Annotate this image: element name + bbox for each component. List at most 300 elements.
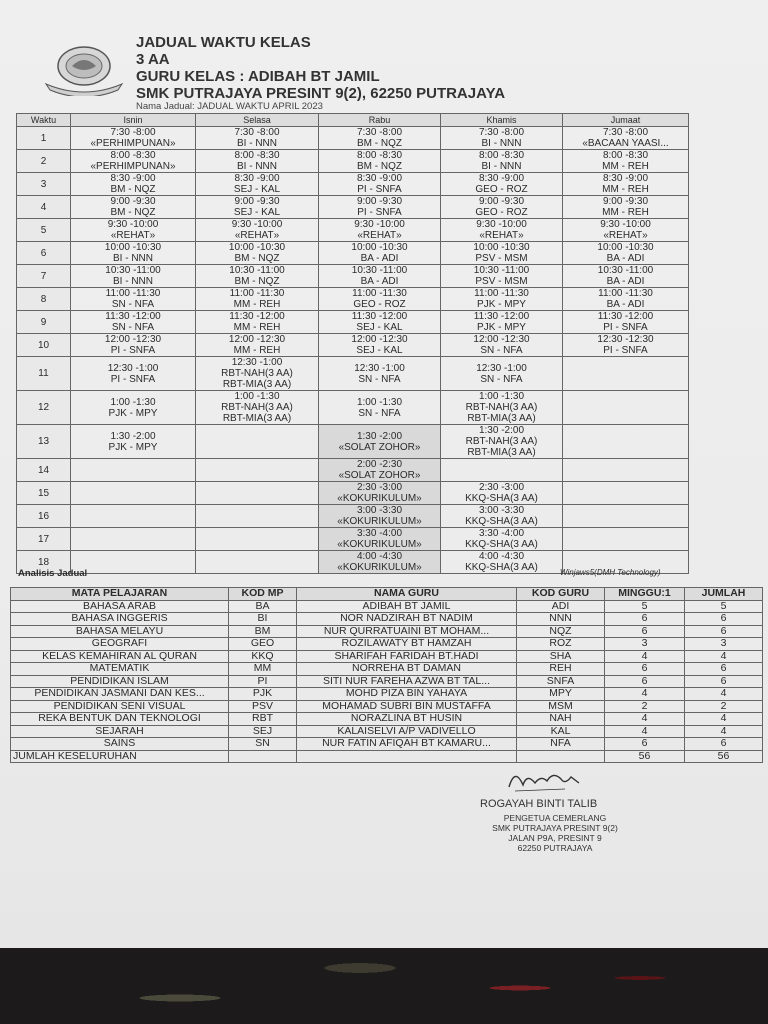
summary-cell: 4 [605, 688, 685, 701]
slot-time: 8:00 -8:30 [234, 150, 280, 161]
slot-subject: SEJ - KAL [356, 322, 403, 333]
summary-cell: 5 [605, 600, 685, 613]
slot-subject: SEJ - KAL [356, 345, 403, 356]
summary-cell: 56 [605, 750, 685, 763]
stamp-street: JALAN P9A, PRESINT 9 [508, 833, 602, 843]
slot-time: 12:00 -12:30 [351, 334, 408, 345]
period-number: 3 [17, 173, 71, 196]
period-number: 16 [17, 505, 71, 528]
summary-cell: PI [229, 675, 297, 688]
slot-subject: RBT-MIA(3 AA) [467, 447, 536, 458]
slot-subject: «REHAT» [603, 230, 648, 241]
period-number: 6 [17, 242, 71, 265]
slot-time: 8:30 -9:00 [602, 173, 649, 184]
slot-time: 4:00 -4:30 [478, 551, 525, 562]
slot-subject: RBT-MIA(3 AA) [222, 379, 292, 390]
summary-cell: PJK [229, 688, 297, 701]
subject-summary-table [10, 587, 763, 763]
timetable-slot [319, 127, 441, 150]
timetable-slot [441, 288, 563, 311]
timetable-slot [196, 551, 319, 574]
timetable-header-cell: Jumaat [563, 114, 689, 127]
summary-row [11, 600, 763, 613]
slot-subject: BM - NQZ [110, 207, 156, 218]
timetable-slot [71, 505, 196, 528]
timetable-row [17, 528, 689, 551]
slot-time: 1:00 -1:30 [478, 391, 525, 402]
summary-row [11, 675, 763, 688]
timetable-slot [563, 150, 689, 173]
slot-time: 1:00 -1:30 [110, 396, 156, 408]
timetable-slot [563, 173, 689, 196]
timetable-row [17, 127, 689, 150]
summary-cell: 6 [685, 738, 763, 751]
timetable-slot [563, 265, 689, 288]
slot-subject: «SOLAT ZOHOR» [338, 441, 421, 453]
period-number: 12 [17, 391, 71, 425]
slot-time: 12:00 -12:30 [473, 334, 530, 345]
timetable-slot [196, 311, 319, 334]
summary-cell: ROZ [517, 638, 605, 651]
timetable-row [17, 150, 689, 173]
timetable-row [17, 425, 689, 459]
timetable-slot [196, 357, 319, 391]
summary-cell: KELAS KEMAHIRAN AL QURAN [11, 650, 229, 663]
summary-cell: NORAZLINA BT HUSIN [297, 713, 517, 726]
slot-time: 12:30 -1:00 [476, 362, 527, 374]
slot-subject: BI - NNN [481, 161, 522, 172]
timetable-slot [196, 150, 319, 173]
slot-time: 7:30 -8:00 [110, 127, 156, 138]
timetable-slot [319, 173, 441, 196]
timetable-slot [563, 242, 689, 265]
timetable-row [17, 459, 689, 482]
period-number: 7 [17, 265, 71, 288]
timetable-slot [441, 357, 563, 391]
period-number: 4 [17, 196, 71, 219]
summary-cell: MSM [517, 700, 605, 713]
summary-row [11, 638, 763, 651]
timetable-slot [319, 242, 441, 265]
slot-time: 8:30 -9:00 [478, 173, 525, 184]
principal-title: PENGETUA CEMERLANG [503, 813, 607, 823]
class-name: 3 AA [136, 51, 170, 68]
slot-time: 3:30 -4:00 [478, 528, 525, 539]
timetable-slot [441, 334, 563, 357]
slot-subject: BI - NNN [237, 161, 277, 172]
timetable-slot [196, 219, 319, 242]
summary-cell: NFA [517, 738, 605, 751]
summary-cell: 2 [605, 700, 685, 713]
slot-time: 2:30 -3:00 [478, 482, 525, 493]
slot-time: 9:00 -9:30 [356, 196, 403, 207]
summary-cell: NNN [517, 613, 605, 626]
period-number: 1 [17, 127, 71, 150]
summary-cell: 6 [685, 675, 763, 688]
summary-cell: NUR QURRATUAINI BT MOHAM... [297, 625, 517, 638]
summary-row [11, 663, 763, 676]
slot-time: 11:00 -11:30 [474, 288, 529, 299]
summary-cell: 6 [685, 613, 763, 626]
timetable-slot [71, 551, 196, 574]
timetable-slot [319, 219, 441, 242]
slot-time: 11:30 -12:00 [351, 311, 408, 322]
summary-cell: 4 [685, 725, 763, 738]
summary-cell: 4 [685, 688, 763, 701]
summary-cell: 4 [605, 650, 685, 663]
timetable-slot [441, 425, 563, 459]
summary-cell: KAL [517, 725, 605, 738]
slot-subject: «SOLAT ZOHOR» [338, 470, 421, 481]
timetable-slot [441, 265, 563, 288]
summary-cell: NAH [517, 713, 605, 726]
slot-time: 7:30 -8:00 [356, 127, 403, 138]
slot-subject: MM - REH [602, 161, 649, 172]
timetable-slot [441, 150, 563, 173]
timetable-slot [71, 391, 196, 425]
slot-subject: BI - NNN [113, 253, 153, 264]
document-title: JADUAL WAKTU KELAS [136, 34, 311, 51]
timetable-slot [441, 505, 563, 528]
slot-subject: RBT-MIA(3 AA) [222, 413, 292, 424]
summary-cell: 4 [605, 725, 685, 738]
slot-subject: «BACAAN YAASI... [582, 138, 669, 149]
handwritten-signature [505, 765, 585, 795]
slot-subject: SN - NFA [111, 322, 155, 333]
slot-time: 10:00 -10:30 [473, 242, 530, 253]
timetable-row [17, 196, 689, 219]
summary-row [11, 688, 763, 701]
timetable-slot [563, 288, 689, 311]
slot-time: 11:30 -12:00 [597, 311, 654, 322]
timetable-row [17, 391, 689, 425]
timetable-row [17, 482, 689, 505]
timetable-row [17, 265, 689, 288]
summary-cell: PENDIDIKAN ISLAM [11, 675, 229, 688]
slot-subject: PJK - MPY [477, 299, 526, 310]
slot-subject: BA - ADI [360, 253, 399, 264]
timetable-slot [441, 459, 563, 482]
slot-time: 10:30 -11:00 [473, 265, 530, 276]
slot-time: 8:00 -8:30 [110, 150, 156, 161]
summary-cell: GEO [229, 638, 297, 651]
slot-subject: GEO - ROZ [353, 299, 406, 310]
timetable-slot [563, 505, 689, 528]
timetable-row [17, 219, 689, 242]
summary-cell: PSV [229, 700, 297, 713]
slot-subject: SEJ - KAL [233, 184, 281, 195]
summary-header-cell: JUMLAH [685, 588, 763, 601]
slot-time: 1:30 -2:00 [478, 425, 525, 436]
summary-cell: 4 [605, 713, 685, 726]
timetable-slot [71, 150, 196, 173]
slot-time: 12:30 -1:00 [107, 362, 159, 374]
stamp-school: SMK PUTRAJAYA PRESINT 9(2) [492, 823, 618, 833]
summary-cell: 3 [605, 638, 685, 651]
timetable-slot [563, 196, 689, 219]
timetable-slot [71, 127, 196, 150]
summary-cell: 5 [685, 600, 763, 613]
slot-subject: PJK - MPY [477, 322, 526, 333]
summary-cell: KALAISELVI A/P VADIVELLO [297, 725, 517, 738]
slot-subject: KKQ-SHA(3 AA) [465, 562, 538, 573]
timetable-slot [196, 482, 319, 505]
summary-cell [517, 750, 605, 763]
slot-subject: BM - NQZ [110, 184, 156, 195]
slot-time: 8:00 -8:30 [602, 150, 649, 161]
summary-header-cell: NAMA GURU [297, 588, 517, 601]
timetable-slot [71, 196, 196, 219]
timetable-slot [319, 482, 441, 505]
slot-subject: RBT-NAH(3 AA) [465, 436, 538, 447]
slot-time: 1:30 -2:00 [110, 430, 156, 442]
slot-time: 10:30 -11:00 [229, 265, 285, 276]
timetable-slot [196, 459, 319, 482]
timetable-slot [196, 334, 319, 357]
timetable-slot [196, 288, 319, 311]
summary-cell: 56 [685, 750, 763, 763]
slot-subject: «REHAT» [479, 230, 524, 241]
timetable-slot [196, 265, 319, 288]
summary-cell: SNFA [517, 675, 605, 688]
timetable-slot [196, 196, 319, 219]
timetable-slot [71, 357, 196, 391]
summary-cell: 6 [605, 675, 685, 688]
slot-time: 9:00 -9:30 [234, 196, 280, 207]
timetable-slot [441, 196, 563, 219]
summary-row [11, 738, 763, 751]
summary-cell: 6 [685, 663, 763, 676]
slot-subject: BM - NQZ [357, 138, 402, 149]
slot-subject: PI - SNFA [357, 184, 402, 195]
summary-row [11, 650, 763, 663]
summary-row [11, 750, 763, 763]
slot-time: 3:00 -3:30 [478, 505, 525, 516]
slot-time: 7:30 -8:00 [478, 127, 525, 138]
timetable-slot [319, 265, 441, 288]
summary-cell: 4 [685, 713, 763, 726]
summary-cell: 2 [685, 700, 763, 713]
timetable-slot [319, 391, 441, 425]
period-number: 9 [17, 311, 71, 334]
slot-time: 3:00 -3:30 [356, 505, 403, 516]
slot-time: 12:00 -12:30 [228, 334, 286, 345]
summary-header-cell: KOD MP [229, 588, 297, 601]
timetable-header-cell: Isnin [71, 114, 196, 127]
summary-header-cell: MATA PELAJARAN [11, 588, 229, 601]
summary-cell: MOHAMAD SUBRI BIN MUSTAFFA [297, 700, 517, 713]
timetable-slot [71, 265, 196, 288]
timetable-slot [563, 357, 689, 391]
timetable-slot [196, 391, 319, 425]
slot-subject: «KOKURIKULUM» [337, 516, 422, 527]
slot-subject: RBT-NAH(3 AA) [221, 368, 293, 379]
summary-cell: MM [229, 663, 297, 676]
slot-time: 10:00 -10:30 [351, 242, 408, 253]
summary-cell: 6 [605, 738, 685, 751]
analysis-label: Analisis Jadual [18, 568, 88, 579]
timetable-slot [319, 357, 441, 391]
timetable-header-cell: Khamis [441, 114, 563, 127]
summary-cell: PENDIDIKAN SENI VISUAL [11, 700, 229, 713]
slot-subject: «PERHIMPUNAN» [90, 138, 176, 149]
summary-cell: SITI NUR FAREHA AZWA BT TAL... [297, 675, 517, 688]
slot-subject: «REHAT» [110, 230, 156, 241]
summary-row [11, 613, 763, 626]
summary-cell: REH [517, 663, 605, 676]
slot-subject: PI - SNFA [603, 322, 648, 333]
slot-subject: RBT-NAH(3 AA) [221, 402, 293, 413]
slot-subject: BI - NNN [237, 138, 277, 149]
slot-subject: «REHAT» [234, 230, 280, 241]
slot-subject: «KOKURIKULUM» [337, 493, 422, 504]
summary-cell: MOHD PIZA BIN YAHAYA [297, 688, 517, 701]
timetable-slot [319, 425, 441, 459]
slot-time: 2:30 -3:00 [356, 482, 403, 493]
school-crest-logo [42, 44, 126, 96]
slot-time: 9:30 -10:00 [107, 219, 159, 230]
slot-time: 9:30 -10:00 [600, 219, 651, 230]
timetable-slot [563, 391, 689, 425]
timetable-slot [563, 334, 689, 357]
timetable-slot [563, 482, 689, 505]
timetable-slot [441, 391, 563, 425]
summary-cell: JUMLAH KESELURUHAN [11, 750, 229, 763]
slot-time: 9:00 -9:30 [478, 196, 525, 207]
slot-subject: BM - NQZ [234, 253, 280, 264]
slot-time: 1:30 -2:00 [356, 430, 403, 442]
period-number: 15 [17, 482, 71, 505]
slot-subject: BA - ADI [606, 253, 645, 264]
timetable-slot [71, 242, 196, 265]
timetable-slot [319, 311, 441, 334]
timetable-slot [441, 528, 563, 551]
timetable-slot [563, 311, 689, 334]
slot-subject: PJK - MPY [108, 407, 158, 419]
slot-time: 9:30 -10:00 [354, 219, 405, 230]
timetable-slot [319, 196, 441, 219]
slot-subject: RBT-NAH(3 AA) [465, 402, 538, 413]
summary-cell: SAINS [11, 738, 229, 751]
timetable-header-cell: Rabu [319, 114, 441, 127]
summary-row [11, 625, 763, 638]
slot-subject: BI - NNN [481, 138, 522, 149]
slot-subject: MM - REH [602, 207, 649, 218]
timetable-header-cell: Selasa [196, 114, 319, 127]
period-number: 11 [17, 357, 71, 391]
summary-cell: RBT [229, 713, 297, 726]
slot-time: 1:00 -1:30 [356, 396, 403, 408]
background-fabric [0, 948, 768, 1024]
slot-subject: SN - NFA [111, 299, 155, 310]
slot-time: 11:00 -11:30 [352, 288, 407, 299]
timetable-slot [71, 334, 196, 357]
timetable-slot [196, 528, 319, 551]
slot-subject: «KOKURIKULUM» [337, 539, 422, 550]
school-name: SMK PUTRAJAYA PRESINT 9(2), 62250 PUTRAJAYA [136, 85, 506, 102]
summary-cell: NUR FATIN AFIQAH BT KAMARU... [297, 738, 517, 751]
summary-cell: 6 [605, 663, 685, 676]
timetable-row [17, 288, 689, 311]
slot-subject: KKQ-SHA(3 AA) [465, 493, 538, 504]
slot-time: 9:00 -9:30 [110, 196, 156, 207]
timetable-table [16, 113, 689, 574]
slot-time: 1:00 -1:30 [234, 391, 280, 402]
timetable-row [17, 357, 689, 391]
timetable-slot [319, 528, 441, 551]
slot-subject: GEO - ROZ [475, 184, 528, 195]
timetable-row [17, 311, 689, 334]
summary-cell: ADI [517, 600, 605, 613]
slot-subject: MM - REH [233, 299, 281, 310]
timetable-slot [441, 173, 563, 196]
timetable-slot [71, 173, 196, 196]
summary-cell: ROZILAWATY BT HAMZAH [297, 638, 517, 651]
slot-time: 9:30 -10:00 [231, 219, 283, 230]
slot-subject: MM - REH [233, 345, 281, 356]
timetable-slot [563, 459, 689, 482]
slot-time: 4:00 -4:30 [356, 551, 403, 562]
slot-time: 10:30 -11:00 [351, 265, 408, 276]
slot-subject: SN - NFA [480, 373, 523, 385]
slot-time: 10:30 -11:00 [105, 265, 161, 276]
slot-time: 11:30 -12:00 [229, 311, 285, 322]
summary-cell: 6 [685, 625, 763, 638]
timetable-slot [196, 505, 319, 528]
class-teacher: GURU KELAS : ADIBAH BT JAMIL [136, 68, 380, 85]
timetable-slot [563, 219, 689, 242]
slot-time: 12:00 -12:30 [104, 334, 162, 345]
timetable-slot [441, 219, 563, 242]
slot-subject: PI - SNFA [110, 345, 156, 356]
summary-cell: 4 [685, 650, 763, 663]
slot-subject: PJK - MPY [108, 441, 158, 453]
slot-time: 12:30 -12:30 [597, 334, 654, 345]
stamp-postcode: 62250 PUTRAJAYA [517, 843, 593, 853]
slot-subject: PSV - MSM [475, 276, 528, 287]
summary-cell: MPY [517, 688, 605, 701]
timetable-slot [441, 551, 563, 574]
slot-time: 7:30 -8:00 [602, 127, 649, 138]
timetable-slot [71, 425, 196, 459]
slot-subject: MM - REH [233, 322, 281, 333]
summary-cell: BAHASA ARAB [11, 600, 229, 613]
timetable-row [17, 505, 689, 528]
summary-cell: SHARIFAH FARIDAH BT.HADI [297, 650, 517, 663]
slot-subject: BI - NNN [113, 276, 153, 287]
timetable-slot [441, 311, 563, 334]
timetable-slot [71, 311, 196, 334]
summary-cell: BM [229, 625, 297, 638]
summary-row [11, 700, 763, 713]
schedule-name: Nama Jadual: JADUAL WAKTU APRIL 2023 [136, 101, 323, 112]
summary-header-cell: KOD GURU [517, 588, 605, 601]
timetable-slot [441, 127, 563, 150]
timetable-slot [441, 482, 563, 505]
summary-cell: NQZ [517, 625, 605, 638]
period-number: 5 [17, 219, 71, 242]
slot-time: 9:30 -10:00 [476, 219, 527, 230]
slot-subject: «REHAT» [357, 230, 402, 241]
summary-cell: NORREHA BT DAMAN [297, 663, 517, 676]
slot-time: 11:00 -11:30 [598, 288, 653, 299]
timetable-slot [196, 425, 319, 459]
slot-time: 7:30 -8:00 [234, 127, 280, 138]
slot-subject: KKQ-SHA(3 AA) [465, 539, 538, 550]
summary-cell: SN [229, 738, 297, 751]
slot-subject: PI - SNFA [603, 345, 648, 356]
timetable-slot [563, 127, 689, 150]
